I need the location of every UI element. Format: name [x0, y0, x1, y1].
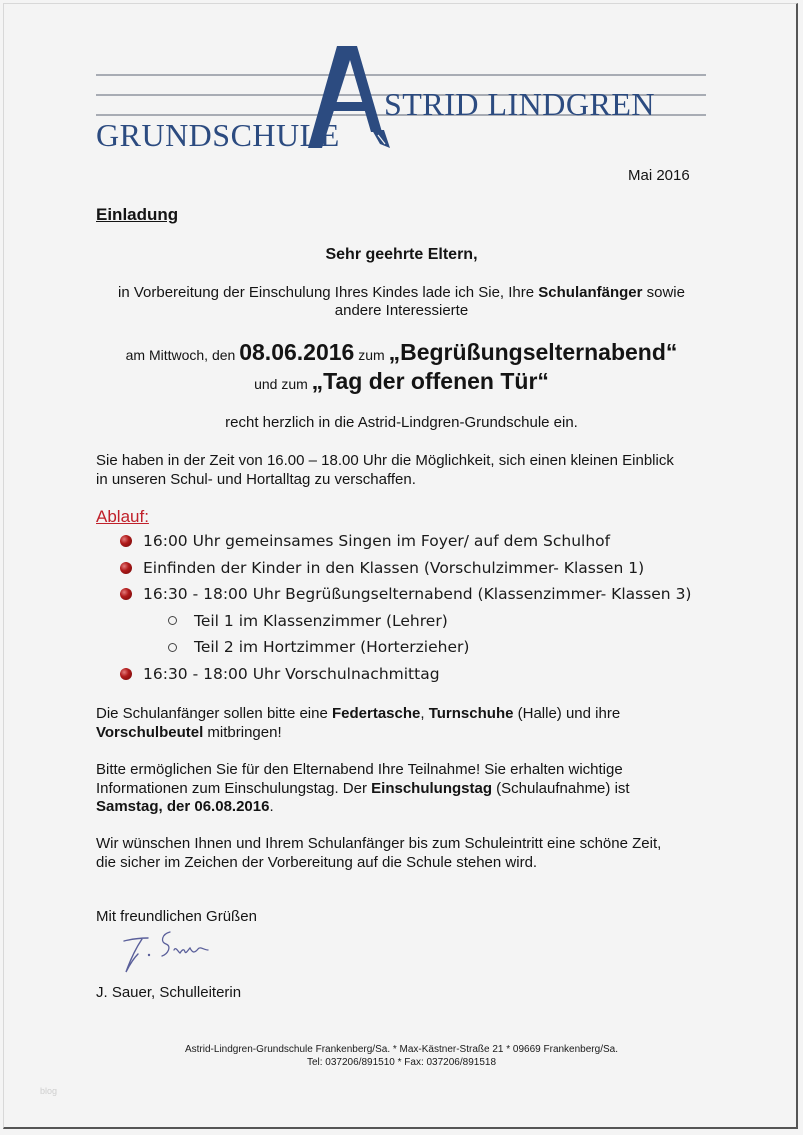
red-ball-bullet-icon [120, 535, 132, 547]
logo-rule-1 [96, 74, 706, 76]
footer-address-line: Astrid-Lindgren-Grundschule Frankenberg/Sa. * Max-Kästner-Straße 21 * 09669 Frankenberg/Sa. [184, 1044, 618, 1055]
schedule-subitem-text: Teil 1 im Klassenzimmer (Lehrer) [194, 611, 448, 630]
attend-enrollment-date: Samstag, der 06.08.2016 [96, 798, 270, 815]
schedule-subitem [120, 608, 691, 635]
schedule-item [120, 581, 691, 608]
intro-bold-schulanfaenger: Schulanfänger [538, 284, 643, 301]
bring-paragraph [96, 705, 620, 742]
bring-federtasche: Federtasche [332, 705, 421, 722]
salutation: Sehr geehrte Eltern, [325, 246, 478, 263]
attend-period: . [269, 798, 274, 815]
letter-date: Mai 2016 [628, 167, 690, 184]
bring-text-2: (Halle) und ihre [513, 705, 621, 722]
footer-address [0, 1043, 803, 1069]
wishes-line-2: die sicher im Zeichen der Vorbereitung auf die Schule stehen wird. [96, 853, 538, 871]
attend-text: Informationen zum Einschulungstag. Der [96, 779, 372, 797]
intro-paragraph [0, 284, 803, 320]
event-title-elternabend: „Begrüßungselternabend“ [388, 339, 678, 365]
event-date: 08.06.2016 [239, 339, 355, 365]
bring-turnschuhe: Turnschuhe [428, 705, 514, 722]
welcome-line: recht herzlich in die Astrid-Lindgren-Grundschule ein. [225, 414, 578, 431]
event-line-1 [0, 339, 803, 366]
event-zum: zum [354, 347, 389, 363]
schedule-item-text: Einfinden der Kinder in den Klassen (Vorschulzimmer- Klassen 1) [143, 558, 645, 577]
time-info-line-1: Sie haben in der Zeit von 16.00 – 18.00 Uhr die Möglichkeit, sich einen kleinen Einblick [96, 452, 674, 469]
red-ball-bullet-icon [120, 668, 132, 680]
footer-phone-fax-line: Tel: 037206/891510 * Fax: 037206/891518 [306, 1057, 497, 1068]
schedule-subitem-text: Teil 2 im Hortzimmer (Horterzieher) [194, 638, 470, 657]
handwritten-signature [118, 928, 218, 978]
schedule-title: Ablauf: [96, 507, 149, 526]
closing: Mit freundlichen Grüßen [96, 908, 257, 925]
watermark: blog [40, 1086, 58, 1096]
bring-comma: , [420, 705, 429, 722]
circle-bullet-icon [168, 643, 177, 652]
red-ball-bullet-icon [120, 588, 132, 600]
attend-einschulungstag: Einschulungstag [371, 779, 492, 797]
intro-text: in Vorbereitung der Einschulung Ihres Kindes lade ich Sie, Ihre [118, 284, 539, 301]
time-info-paragraph [96, 452, 674, 489]
signer-name: J. Sauer, Schulleiterin [96, 984, 242, 1001]
event-line-2 [0, 368, 803, 395]
circle-bullet-icon [168, 616, 177, 625]
logo-text-grundschule: GRUNDSCHULE [96, 117, 340, 153]
bring-text-3: mitbringen! [203, 723, 282, 741]
attend-line-1: Bitte ermöglichen Sie für den Elternabend Ihre Teilnahme! Sie erhalten wichtige [96, 761, 623, 778]
intro-text-2: sowie [642, 284, 685, 301]
bring-vorschulbeutel: Vorschulbeutel [96, 723, 204, 741]
event-und-zum: und zum [254, 376, 312, 392]
event-title-tag-der-offenen-tuer: „Tag der offenen Tür“ [311, 368, 549, 394]
schedule-subitem [120, 634, 691, 661]
attend-paragraph [96, 761, 630, 817]
wishes-line-1: Wir wünschen Ihnen und Ihrem Schulanfänger bis zum Schuleintritt eine schöne Zeit, [96, 835, 662, 852]
schedule-item-text: 16:30 - 18:00 Uhr Begrüßungselternabend (Klassenzimmer- Klassen 3) [143, 585, 692, 604]
attend-text-2: (Schulaufnahme) ist [492, 779, 630, 797]
schedule-item [120, 661, 691, 688]
letter-heading: Einladung [96, 205, 179, 224]
wishes-paragraph [96, 835, 661, 872]
intro-line-2: andere Interessierte [334, 302, 469, 319]
bring-text: Die Schulanfänger sollen bitte eine [96, 705, 332, 722]
schedule-item-text: 16:00 Uhr gemeinsames Singen im Foyer/ auf dem Schulhof [143, 532, 611, 551]
logo-text-astrid-lindgren: STRID LINDGREN [384, 86, 655, 122]
time-info-line-2: in unseren Schul- und Hortalltag zu verschaffen. [96, 470, 416, 488]
event-prefix: am Mittwoch, den [125, 347, 240, 363]
schedule-item [120, 555, 691, 582]
schedule-item-text: 16:30 - 18:00 Uhr Vorschulnachmittag [143, 664, 440, 683]
red-ball-bullet-icon [120, 562, 132, 574]
schedule-list [120, 528, 691, 687]
schedule-item [120, 528, 691, 555]
